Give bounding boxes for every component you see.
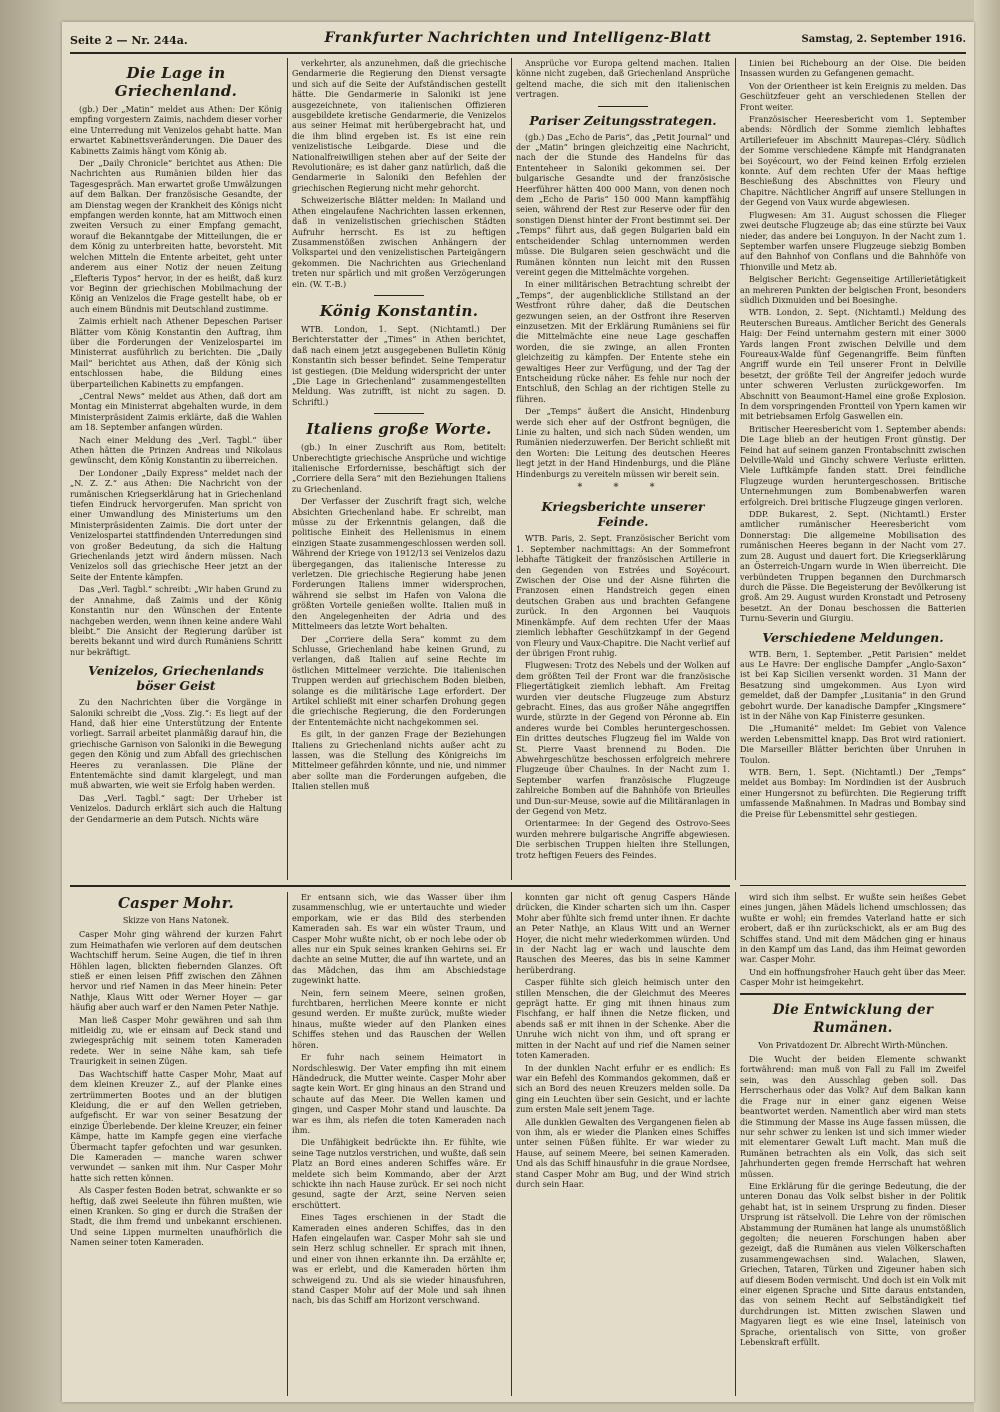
story-column-3 [516,892,730,1396]
headline-venizelos: Venizelos, Griechenlands böser Geist [88,663,264,694]
newspaper-title: Frankfurter Nachrichten und Intelligenz-Blatt [324,30,712,46]
divider [374,295,424,296]
page-number: Seite 2 — Nr. 244a. [70,34,188,47]
section-divider [70,885,730,887]
essay-divider [740,993,966,995]
paragraph: Der „Corriere della Sera“ kommt zu dem Schlusse, Griechenland habe keinen Grund, zu verlangen, daß Italien auf seine Rechte im östlichen Mittelmeer verzichte. Die italienischen Truppen werden auf griechischem Boden bleiben, solange es die militärische Lage erfordert. Der Artikel schließt mit einer scharfen Drohung gegen die griechische Regierung, die den Forderungen der Ententemächte nicht nachgekommen sei. [292,633,506,727]
column-rule [511,58,512,880]
paragraph: Zaimis erhielt nach Athener Depeschen Pariser Blätter vom König Konstantin den Auftrag, ihm über die Forderungen der Venizelospartei im Ministerrat ausführlich zu berichten. Die „Daily Mail“ berichtet aus Athen, daß der König sich entschlossen habe, die Bildung eines überparteilichen Kabinetts zu empfangen. [70,316,282,389]
column-rule [287,892,288,1396]
paragraph: WTB. London, 1. Sept. (Nichtamtl.) Der Berichterstatter der „Times“ in Athen berichtet, daß nach einem jetzt ausgegebenen Bulletin König Konstantin sich besser befindet. Seine Temperatur ist gestiegen. (Die Meldung widerspricht der unter „Die Lage in Griechenland“ zusammengestellten Meldung. Was zutrifft, ist nicht zu sagen. D. Schriftl.) [292,323,506,407]
headline-verschiedene-meldungen: Verschiedene Meldungen. [762,629,944,645]
headline-koenig-konstantin: König Konstantin. [319,301,479,320]
divider [374,413,424,414]
column-rule [287,58,288,880]
paragraph: Der „Daily Chronicle“ berichtet aus Athen: Die Nachrichten aus Rumänien bilden hier das Tagesgespräch. Man erwartet große Umwälzungen auf dem Balkan. Der französische Gesandte, der am Dienstag wegen der Krankheit des Königs nicht empfangen werden konnte, hat am Mittwoch einen zweiten Versuch zu einer Empfang gemacht, worauf die Bekanntgabe der Mitteilungen, die er dem König zu unterbreiten hatte, bevorsteht. Mit welchen Mitteln die Entente arbeitet, geht unter anderem aus einer Notiz der neuen Zeitung „Elefteris Typos“ hervor, in der es heißt, daß kurz vor Beginn der griechischen Mobilmachung der König an Venizelos die Frage gestellt habe, ob er auch einem Bündnis mit Deutschland zustimme. [70,158,282,314]
paragraph: Zu den Nachrichten über die Vorgänge in Saloniki schreibt die „Voss. Zig.“: Es liegt auf der Hand, daß hier eine Unterstützung der Entente vorliegt. Sarrail arbeitet planmäßig darauf hin, die griechische Garnison von Saloniki in die Bewegung gegen den König und zum Abfall des griechischen Heeres zu veranlassen. Die Pläne der Ententemächte sind damit klargelegt, und man muß abwarten, wie weit sie Erfolg haben werden. [70,697,282,791]
paragraph: Die Unfähigkeit bedrückte ihn. Er fühlte, wie seine Tage nutzlos verstrichen, und wußte, daß sein Platz an Bord eines anderen Schiffes wäre. Er meldete sich beim Kommando, aber der Arzt schickte ihn nach Hause zurück. Er sei noch nicht gesund, sagte der Arzt, seine Nerven seien erschüttert. [292,1137,506,1210]
paragraph: Die Wucht der beiden Elemente schwankt fortwährend: man muß von Fall zu Fall im Zweifel sein, was den Ausschlag geben soll. Das Herrscherhaus oder das Volk? Auf dem Balkan kann die Frage nur in einer ganz eigenen Weise beantwortet werden. Namentlich aber wird man stets die Stimmung der Masse ins Auge fassen müssen, die nur sehr schwer zu lenken ist und sich immer wieder mit elementarer Gewalt Luft macht. Man muß die Rumänen betrachten als ein Volk, das sich seit Jahrhunderten gegen fremde Herrschaft hat wehren müssen. [740,1054,966,1179]
paragraph: Der „Temps“ äußert die Ansicht, Hindenburg werde sich eher auf der Ostfront begnügen, die Linie zu halten, und sich nach Süden wenden, um Rumänien niederzuwerfen. Der Bericht schließt mit den Worten: Die Leitung des deutschen Heeres liegt jetzt in der Hand Hindenburgs, und die Pläne Hindenburgs zu vereiteln müssen wir bereit sein. [516,406,730,479]
headline-italiens-worte: Italiens große Worte. [306,420,492,439]
paragraph: Als Casper festen Boden betrat, schwankte er so heftig, daß zwei Seeleute ihn führen mußten, wie einen Kranken. So ging er durch die Straßen der Stadt, die ihm fremd und unbekannt erschienen. Und seine Lippen murmelten unaufhörlich die Namen seiner toten Kameraden. [70,1185,282,1248]
paragraph: Alle dunklen Gewalten des Vergangenen fielen ab von ihm, als er wieder die Planken eines Schiffes unter seinen Füßen fühlte. Er war wieder zu Hause, auf seinem Meere, bei seinen Kameraden. Und als das Schiff hinausfuhr in die graue Nordsee, stand Casper Mohr am Bug, und der Wind strich durch sein Haar. [516,1116,730,1189]
paragraph: wird sich ihm selbst. Er wußte sein heißes Gebet eines jungen, jähen Mädels lichend umschlossen; das wußte er wohl; ein fremdes Vaterland hatte er sich erobert, daß er ihn zurückschickt, als er am Bug des Schiffes stand. Und mit dem Mädchen ging er hinaus in den Kampf um das Land, das ihm Heimat geworden war. Casper Mohr. [740,892,966,965]
adjacent-page-edge [974,0,1000,1412]
essay-column [740,892,966,1396]
paragraph: (gb.) Das „Echo de Paris“, das „Petit Journal“ und der „Matin“ bringen gleichzeitig eine Nachricht, nach der die Stunde des Handelns für das Ententeheer in Saloniki gekommen sei. Der bulgarische Gesandte und der französische Heerführer hätten 400 000 Mann, von denen noch dem „Echo de Paris“ 150 000 Mann kampffähig seien, während der Rest zur Reserve oder für den sonstigen Dienst hinter der Front bestimmt sei. Der „Temps“ führt aus, daß gegen Bulgarien bald ein entscheidender Schlag unternommen werden müsse. Die Bulgaren seien geschwächt und die Rumänen könnten nun leicht mit den Russen vereint gegen die Mittelmächte vorgehen. [516,131,730,277]
paragraph: Er fuhr nach seinem Heimatort in Nordschleswig. Der Vater empfing ihn mit einem Händedruck, die Mutter weinte. Casper Mohr aber sagte kein Wort. Er ging hinaus an den Strand und schaute auf das Meer. Die Wellen kamen und gingen, und Casper Mohr stand und lauschte. Da war es ihm, als riefen die toten Kameraden nach ihm. [292,1052,506,1135]
headline-pariser-strategen: Pariser Zeitungsstrategen. [529,112,717,128]
paragraph: In der dunklen Nacht erfuhr er es endlich: Es war ein Befehl des Kommandos gekommen, daß er sich an Bord des neuen Kreuzers melden solle. Da ging ein Leuchten über sein Gesicht, und er lachte zum ersten Male seit jenem Tage. [516,1062,730,1115]
paragraph: Das Wachtschiff hatte Casper Mohr, Maat auf dem kleinen Kreuzer Z., auf der Planke eines zertrümmerten Bootes und an der blutigen Kleidung, die er auf den Wellen getrieben, aufgefischt. Er war von seiner Besatzung der einzige Überlebende. Der kleine Kreuzer, ein feiner Kämpe, hatte im Kampfe gegen eine vierfache Übermacht tapfer gefochten und war gesunken. Die Kameraden — manche waren schwer verwundet — sanken mit ihm. Nur Casper Mohr hatte sich retten können. [70,1068,282,1183]
paragraph: Casper fühlte sich gleich heimisch unter den stillen Menschen, die der Gleichmut des Meeres geprägt hatte. Er ging mit ihnen hinaus zum Fischfang, er half ihnen die Netze flicken, und abends saß er mit ihnen in der Schenke. Aber die Unruhe wich nicht von ihm, und oft sprang er mitten in der Nacht auf und rief die Namen seiner toten Kameraden. [516,977,730,1061]
paragraph: Und ein hoffnungsfroher Hauch geht über das Meer. Casper Mohr ist heimgekehrt. [740,966,966,988]
paragraph: Ansprüche vor Europa geltend machen. Italien könne nicht zugeben, daß Griechenland Ansprüche geltend mache, die sich mit den italienischen vertragen. [516,58,730,100]
paragraph: Belgischer Bericht: Gegenseitige Artillerietätigkeit an mehreren Punkten der belgischen Front, besonders südlich Dixmuiden und bei Boesinghe. [740,274,966,305]
paragraph: Von der Orientheer ist kein Ereignis zu melden. Das Geschützfeuer geht an verschiedenen Stellen der Front weiter. [740,80,966,112]
paragraph: In einer militärischen Betrachtung schreibt der „Temps“, der augenblickliche Stillstand an der Westfront rühre daher, daß die Deutschen gezwungen seien, an der Ostfront ihre Reserven einzusetzen. Mit der Erklärung Rumäniens sei für die Mittelmächte eine neue Lage geschaffen worden, die sie zwinge, an allen Fronten gleichzeitig zu kämpfen. Der Entente stehe ein gewaltiges Heer zur Verfügung, und der Tag der Entscheidung rücke näher. Es fehle nur noch der Entschluß, den Schlag an der richtigen Stelle zu führen. [516,279,730,404]
paragraph: „Central News“ meldet aus Athen, daß dort am Montag ein Ministerrat abgehalten wurde, in dem Ministerpräsident Zaimis erklärte, daß die Wahlen am 18. September anfangen würden. [70,390,282,433]
paragraph: WTB. London, 2. Sept. (Nichtamtl.) Meldung des Reuterschen Bureaus. Amtlicher Bericht des Generals Haig: Der Feind unternahm gestern mit einer 3000 Yards langen Front zwischen Delville und dem Foureaux-Walde fünf Gegenangriffe. Beim fünften Angriff wurde ein Teil unserer Front in Delville besetzt, der größte Teil der Angreifer jedoch wurde unter schweren Verlusten zurückgeworfen. Im Abschnitt von Beaumont-Hamel eine große Explosion. In dem vorspringenden Frontteil von Ypern kamen wir mit betriebsamen Erfolg Gaswellen ein. [740,307,966,422]
paragraph: Britischer Heeresbericht vom 1. September abends: Die Lage blieb an der heutigen Front günstig. Der Feind hat auf seinem ganzen Frontabschnitt zwischen Delville-Wald und Ginchy schwere Verluste erlitten. Viele Luftkämpfe fanden statt. Drei feindliche Flugzeuge wurden heruntergeschossen. Britische Unternehmungen zum Bombenabwerfen waren erfolgreich. Drei britische Flugzeuge gingen verloren. [740,423,966,507]
column-2 [292,58,506,880]
divider [598,106,648,107]
paragraph: Schweizerische Blätter melden: In Mailand und Athen eingelaufene Nachrichten lassen erkennen, daß in venizelistischen griechischen Städten Aufruhr herrscht. Es ist zu heftigen Zusammenstößen zwischen Anhängern der Volkspartei und den venizelistischen Parteigängern gekommen. Die Nachrichten aus Griechenland treten nur spärlich und mit großen Verzögerungen ein. (W. T.-B.) [292,195,506,289]
section-stars: * * * [577,482,669,494]
issue-date: Samstag, 2. September 1916. [801,34,966,45]
column-rule [735,892,736,1396]
paragraph: Die „Humanité“ meldet: Im Gebiet von Valence werden Lebensmittel knapp. Das Brot wird rationiert. Die Marseiller Blätter berichten über Unruhen in Toulon. [740,723,966,765]
column-rule [511,892,512,1396]
paragraph: WTB. Bern, 1. Sept. (Nichtamtl.) Der „Temps“ meldet aus Bombay: Im Nordindien ist der Ausbruch einer Hungersnot zu befürchten. Die Regierung trifft umfassende Maßnahmen. In Madras und Bombay sind die Preise für Lebensmittel sehr gestiegen. [740,767,966,819]
scan-border-left [0,0,62,1412]
paragraph: (gb.) Der „Matin“ meldet aus Athen: Der König empfing vorgestern Zaimis, nachdem dieser vorher eine Unterredung mit Venizelos gehabt hatte. Man erwartet Kabinettsveränderungen. Die Dauer des Kabinetts Zaimis hängt vom König ab. [70,104,282,156]
column-4 [740,58,966,880]
paragraph: Eines Tages erschienen in der Stadt die Kameraden eines anderen Schiffes, das in den Hafen eingelaufen war. Casper Mohr sah sie und sein Herz schlug schneller. Er sprach mit ihnen, und einer von ihnen erkannte ihn. Da erzählte er, was er erlebt, und die Kameraden hörten ihm schweigend zu. Und als sie wieder hinausfuhren, stand Casper Mohr auf der Mole und sah ihnen nach, bis das Schiff am Horizont verschwand. [292,1212,506,1306]
story-title: Casper Mohr. [117,894,235,912]
column-1 [70,58,282,880]
paragraph: Das „Verl. Tagbl.“ schreibt: „Wir haben Grund zu der Annahme, daß Zaimis und der König Konstantin nur den Wünschen der Entente nachgeben werden, wenn ihnen keine andere Wahl bleibt.“ Die Ansicht der Regierung darüber ist bereits bekannt und wird durch Rumäniens Schritt nur bekräftigt. [70,584,282,657]
paragraph: Der Londoner „Daily Express“ meldet nach der „N. Z. Z.“ aus Athen: Die Nachricht von der rumänischen Kriegserklärung hat in Griechenland tiefen Eindruck hervorgerufen. Man spricht von einer Umwandlung des Ministeriums um den Ministerpräsidenten Zaimis. Die dort unter der Venizelospartei stattfindenden Unterredungen sind von großer Bedeutung, da sich die Haltung Griechenlands jetzt wird ändern müssen. Nach Venizelos soll das griechische Heer jetzt an der Seite der Entente kämpfen. [70,467,282,582]
newspaper-page [62,22,974,1402]
story-column-2 [292,892,506,1396]
paragraph: DDP. Bukarest, 2. Sept. (Nichtamtl.) Erster amtlicher rumänischer Heeresbericht vom Donnerstag: Die allgemeine Mobilisation des rumänischen Heeres begann in der Nacht vom 27. zum 28. August und dauert fort. Die Kriegserklärung an Österreich-Ungarn wurde in Wien überreicht. Die verbündeten Truppen begannen den Durchmarsch durch die Pässe. Die Begeisterung der Bevölkerung ist groß. Am 29. August wurden Kronstadt und Petroseny besetzt. An der Donau beschossen die Batterien Turnu-Severin und Giurgiu. [740,509,966,624]
paragraph: Es gilt, in der ganzen Frage der Beziehungen Italiens zu Griechenland nichts außer acht zu lassen, was die Stellung des Königreichs im Mittelmeer gefährden könnte, und nie, und nimmer aber sollte man die Forderungen aufgeben, die Italien stellen muß [292,729,506,792]
column-3 [516,58,730,880]
section-divider [740,885,966,886]
paragraph: Das „Verl. Tagbl.“ sagt: Der Urheber ist Venizelos. Dadurch erklärt sich auch die Haltung der Gendarmerie an dem Putsch. Nichts wäre [70,792,282,824]
paragraph: Eine Erklärung für die geringe Bedeutung, die der unteren Donau das Volk selbst bisher in der Politik gehabt hat, ist in seinem Ursprung zu finden. Dieser Ursprung ist rätselvoll. Die Lehre von der römischen Abstammung der Rumänen hat lange als unumstößlich gegolten; die neueren Forschungen haben aber gezeigt, daß die Rumänen aus vielen Völkerschaften zusammengewachsen sind. Walachen, Slawen, Griechen, Tataren, Türken und Zigeuner haben sich auf diesem Boden vermischt. Und doch ist ein Volk mit einer eigenen Sprache und Sitte daraus entstanden, das von seinem Recht auf Selbständigkeit tief durchdrungen ist. Mitten zwischen Slawen und Magyaren liegt es wie eine Insel, lateinisch von Sprache, orientalisch von Sitte, von großer Lebenskraft erfüllt. [740,1180,966,1348]
column-rule [735,58,736,880]
essay-title: Die Entwicklung der Rumänen. [772,1001,934,1036]
masthead [70,28,966,54]
paragraph: Nein, fern seinem Meere, seinen großen, furchtbaren, herrlichen Meere konnte er nicht gesund werden. Er mußte zurück, mußte wieder hinaus, mußte wieder auf den Planken eines Schiffes stehen und das Rauschen der Wellen hören. [292,987,506,1050]
paragraph: Casper Mohr ging während der kurzen Fahrt zum Heimathafen wie verloren auf dem deutschen Wachtschiff herum. Seine Augen, die tief in ihren Höhlen lagen, blickten fiebernden Glanzes. Oft stieß er einen leisen Pfiff zwischen den Zähnen hervor und rief Namen in das Meer hinein: Peter Nathje, Klaus Witt oder Werner Hoyer — gar häufig aber auch warf er den Namen Peter Nathje. [70,929,282,1013]
paragraph: Der Verfasser der Zuschrift fragt sich, welche Absichten Griechenland habe. Er schreibt, man müsse zu der Erkenntnis gelangen, daß die politische Einheit des Hellenismus in einem einzigen Staate zusammengeschlossen werden soll. Während der Kriege von 1912/13 sei Venizelos dazu übergegangen, das italienische Interesse zu verletzen. Die griechische Regierung habe jenen Forderungen Italiens immer widersprochen, während sie selbst im Hafen von Valona die größten Vorteile genießen wollte. Italien muß in den Angelegenheiten der Adria und des Mittelmeers das letzte Wort behalten. [292,496,506,632]
paragraph: Er entsann sich, wie das Wasser über ihm zusammenschlug, wie er untertauchte und wieder emporkam, wie er das Bild des sterbenden Kameraden sah. Es war ein wüster Traum, und Casper Mohr wußte nicht, ob er noch lebe oder ob alles nur ein Spuk seines kranken Gehirns sei. Er dachte an seine Mutter, die auf ihn wartete, und an das Mädchen, das ihm am Abschiedstage zugewinkt hatte. [292,892,506,986]
paragraph: (gb.) In einer Zuschrift aus Rom, betitelt: Unberechtigte griechische Ansprüche und wichtige italienische Erfordernisse, beschäftigt sich der „Corriere della Sera“ mit den Beziehungen Italiens zu Griechenland. [292,442,506,494]
paragraph: WTB. Paris, 2. Sept. Französischer Bericht vom 1. September nachmittags: An der Sommefront lebhafte Tätigkeit der französischen Artillerie in den Gegenden von Estrées und Soyécourt. Zwischen der Oise und der Aisne führten die Franzosen einen Handstreich gegen einen deutschen Graben aus und brachten Gefangene zurück. In den Argonnen bei Vauquois Minenkämpfe. Auf dem rechten Ufer der Maas ziemlich lebhafter Geschützkampf in der Gegend von Fleury und Vaux-Chapitre. Die Nacht verlief auf der übrigen Front ruhig. [516,533,730,658]
essay-byline: Von Privatdozent Dr. Albrecht Wirth-München. [758,1040,948,1050]
paragraph: verkehrter, als anzunehmen, daß die griechische Gendarmerie die Regierung den Dienst versagte und sich auf die Seite der Aufständischen gestellt hätte. Die Gendarmerie in Saloniki ist jene ausgezeichnete, von italienischen Offizieren ausgebildete kretische Gendarmerie, die Venizelos aus seiner Heimat mit herübergebracht hat, und die ihm blind ergeben ist. Es ist eine rein venizelistische Leibgarde. Diese und die Nationalfreiwilligen stehen aber auf der Seite der Revolutionäre; es ist daher ganz natürlich, daß die Gendarmerie in Saloniki den Befehlen der griechischen Regierung nicht mehr gehorcht. [292,58,506,193]
headline-lage-griechenland: Die Lage in Griechenland. [114,64,238,100]
paragraph: Französischer Heeresbericht vom 1. September abends: Nördlich der Somme ziemlich lebhaftes Artilleriefeuer im Abschnitt Maurepas–Cléry. Südlich der Somme verschiedene Kämpfe mit Handgranaten bei Soyécourt, wo der Feind keinen Erfolg erzielen konnte. Auf dem rechten Ufer der Maas heftige Beschießung des Abschnittes von Fleury und Chapitre. Nächtlicher Angriff auf unsere Stellungen in der Gegend von Vaux wurde abgewiesen. [740,114,966,208]
paragraph: Flugwesen: Am 31. August schossen die Flieger zwei deutsche Flugzeuge ab; das eine stürzte bei Vaux nieder, das andere bei Longuyon. In der Nacht zum 1. September warfen unsere Flugzeuge siebzig Bomben auf den Bahnhof von Conflans und die Bahnhöfe von Thionville und Metz ab. [740,209,966,272]
story-column-1 [70,892,282,1396]
paragraph: Orientarmee: In der Gegend des Ostrovo-Sees wurden mehrere bulgarische Angriffe abgewiesen. Die serbischen Truppen hielten ihre Stellungen, trotz heftigen Feuers des Feindes. [516,818,730,860]
paragraph: Nach einer Meldung des „Verl. Tagbl.“ über Athen hätten die Prinzen Andreas und Nikolaus gewünscht, dem König Konstantin zu überreichen. [70,434,282,466]
headline-kriegsberichte: Kriegsberichte unserer Feinde. [541,499,705,530]
paragraph: Man ließ Casper Mohr gewähren und sah ihm mitleidig zu, wie er einsam auf Deck stand und zwiegesprächig mit seinem toten Kameraden redete. Wer in seine Nähe kam, sah tiefe Traurigkeit in seinen Zügen. [70,1014,282,1067]
paragraph: konnten gar nicht oft genug Caspers Hände drücken, die Kinder scharten sich um ihn. Casper Mohr aber fühlte sich fremd unter ihnen. Er dachte an Peter Nathje, an Klaus Witt und an Werner Hoyer, die nicht mehr wiederkommen würden. Und in der Nacht lag er wach und lauschte dem Rauschen des Meeres, das bis in seine Kammer herüberdrang. [516,892,730,975]
story-byline: Skizze von Hans Natonek. [122,916,230,925]
paragraph: Flugwesen: Trotz des Nebels und der Wolken auf dem größten Teil der Front war die französische Fliegertätigkeit ziemlich lebhaft. Am Freitag wurden vier deutsche Flugzeuge zum Absturz gebracht. Eines, das aus großer Nähe angegriffen wurde, stürzte in der Gegend von Péronne ab. Ein anderes wurde bei Combles heruntergeschossen. Ein drittes deutsches Flugzeug fiel im Walde von St. Pierre Vaast brennend zu Boden. Die Abwehrgeschütze beschossen erfolgreich mehrere Flugzeuge über Chaulnes. In der Nacht zum 1. September warfen französische Flugzeuge zahlreiche Bomben auf die Bahnhöfe von Brieulles und Dun-sur-Meuse, sowie auf die Militäranlagen in der Gegend von Metz. [516,660,730,816]
paragraph: WTB. Bern, 1. September. „Petit Parisien“ meldet aus Le Havre: Der englische Dampfer „Anglo-Saxon“ ist bei Kap Sicilien versenkt worden. 31 Mann der Besatzung sind umgekommen. Aus Lyon wird gemeldet, daß der Dampfer „Lusitania“ in den Grund gebohrt wurde. Der kanadische Dampfer „Kingsmere“ ist in der Nähe von Kap Finisterre gesunken. [740,648,966,721]
paragraph: Linien bei Richebourg an der Oise. Die beiden Insassen wurden zu Gefangenen gemacht. [740,58,966,79]
